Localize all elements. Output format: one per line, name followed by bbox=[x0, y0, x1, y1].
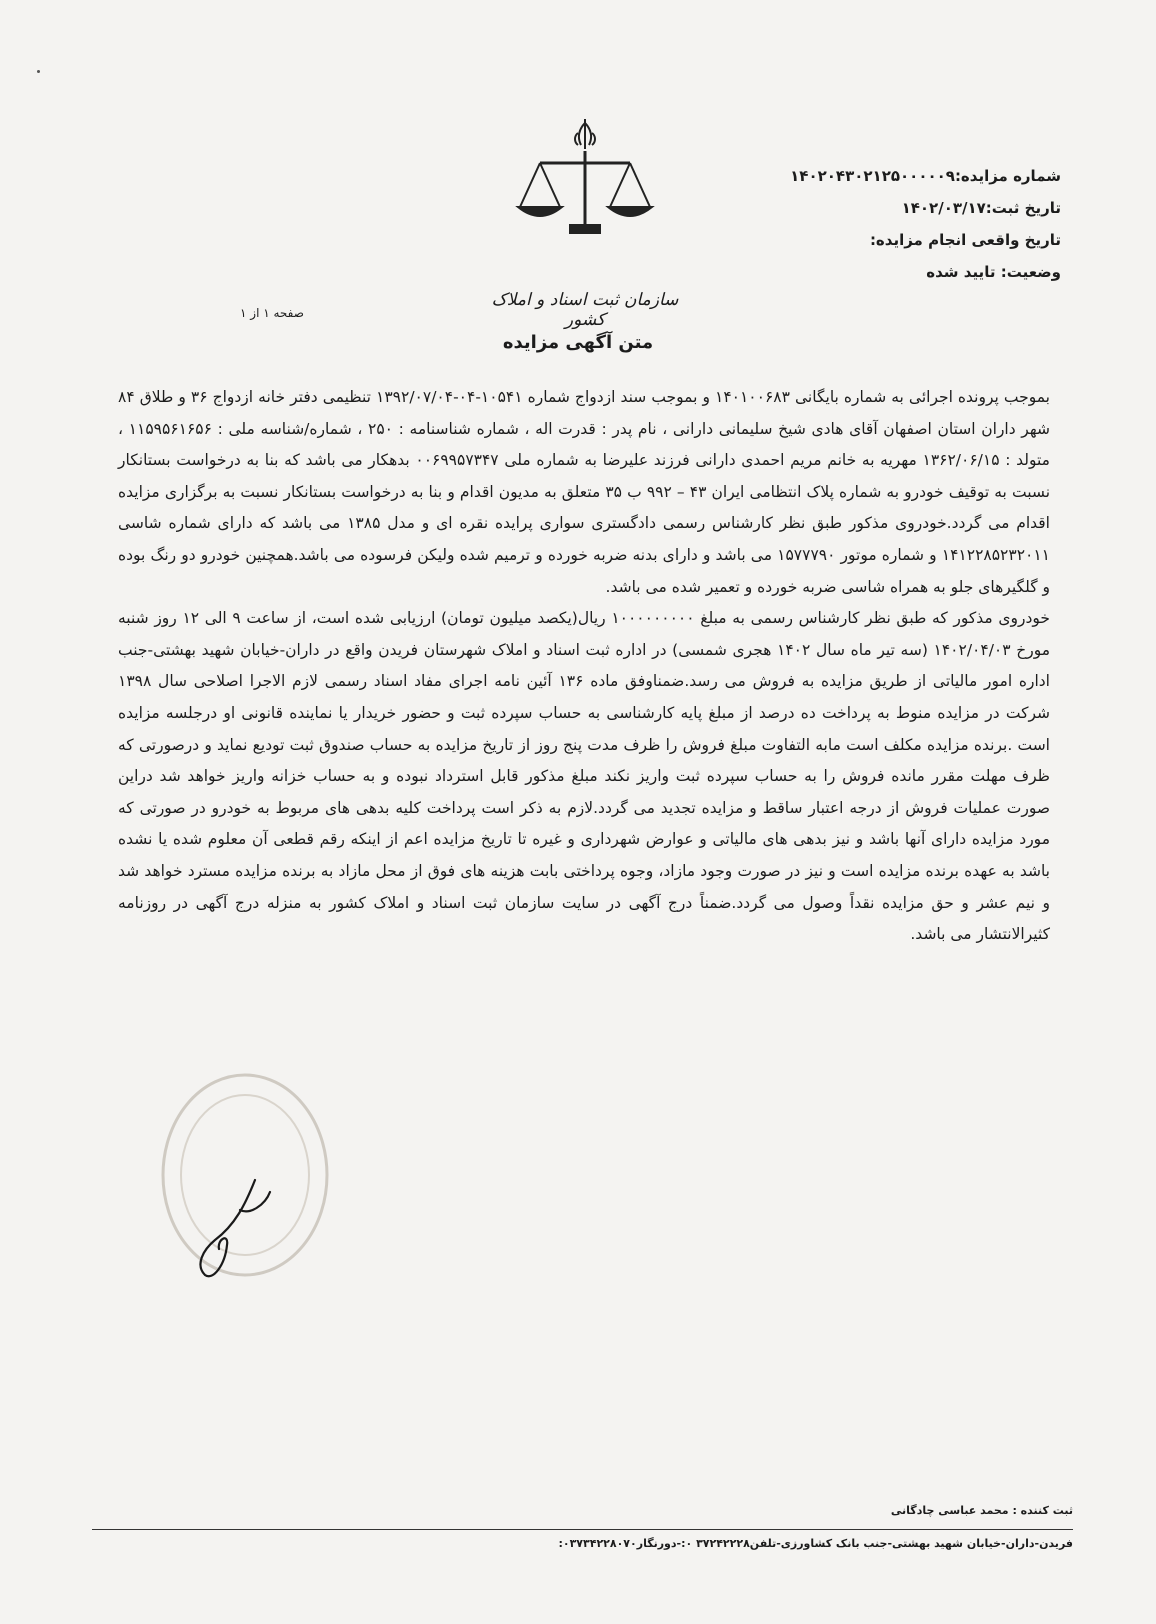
actual-date-row bbox=[701, 224, 1061, 256]
actual-date-label: تاریخ واقعی انجام مزایده: bbox=[869, 231, 1061, 249]
office-address: فریدن-داران-خیابان شهید بهشتی-جنب بانک کشاورزی-تلفن۳۷۲۴۲۲۲۸ ۰:-دورنگار۰۳۷۳۴۲۲۸۰۷۰: bbox=[558, 1537, 1073, 1550]
auction-number-row bbox=[701, 160, 1061, 192]
organization-name: سازمان ثبت اسناد و املاک کشور bbox=[491, 290, 679, 330]
footer-divider bbox=[92, 1529, 1073, 1530]
paragraph-1: بموجب پرونده اجرائی به شماره بایگانی ۱۴۰۱۰۰۶۸۳ و بموجب سند ازدواج شماره ۱۰۵۴۱-۰۴-۱۳۹۲/۰۷/۰۴ تنظیمی دفتر خانه ازدواج ۳۶ و طلاق ۸۴ شهر داران استان اصفهان آقای هادی شیخ سلیمانی دارانی ، نام پدر : قدرت اله ، شماره شناسنامه : ۲۵۰ ، شماره/شناسه ملی : ۱۱۵۹۵۶۱۶۵۶ ، متولد : ۱۳۶۲/۰۶/۱۵ مهریه به خانم مریم احمدی دارانی فرزند علیرضا به شماره ملی ۰۰۶۹۹۵۷۳۴۷ بدهکار می باشد که بنا به درخواست بستانکار نسبت به توقیف خودرو به شماره پلاک انتظامی ایران ۴۳ – ۹۹۲ ب ۳۵ متعلق به مدیون اقدام و بنا به درخواست بستانکار نسبت به برگزاری مزایده اقدام می گردد.خودروی مذکور طبق نظر کارشناس رسمی دادگستری سواری پرایده نقره ای و مدل ۱۳۸۵ می باشد که دارای شماره شاسی ۱۴۱۲۲۸۵۲۳۲۰۱۱ و شماره موتور ۱۵۷۷۷۹۰ می باشد و دارای بدنه ضربه خورده و ترمیم شده ولیکن فرسوده می باشد.همچنین خودرو دو رنگ بوده و گلگیرهای جلو به همراه شاسی ضربه خورده و تعمیر شده می باشد. bbox=[118, 388, 1051, 596]
status-row bbox=[701, 256, 1061, 288]
paragraph-2: خودروی مذکور که طبق نظر کارشناس رسمی به مبلغ ۱۰۰۰۰۰۰۰۰۰ ریال(یکصد میلیون تومان) ارزیابی شده است، از ساعت ۹ الی ۱۲ روز شنبه مورخ ۱۴۰۲/۰۴/۰۳ (سه تیر ماه سال ۱۴۰۲ هجری شمسی) در اداره ثبت اسناد و املاک شهرستان فریدن واقع در داران-خیابان شهید بهشتی-جنب اداره امور مالیاتی از طریق مزایده به فروش می رسد.ضمناوفق ماده ۱۳۶ آئین نامه اجرای مفاد اسناد رسمی لازم الاجرا اصلاحی سال ۱۳۹۸ شرکت در مزایده منوط به پرداخت ده درصد از مبلغ پایه کارشناسی به حساب سپرده ثبت و حضور خریدار یا نماینده قانونی او درجلسه مزایده است .برنده مزایده مکلف است مابه التفاوت مبلغ فروش را ظرف مدت پنج روز از تاریخ مزایده به حساب صندوق ثبت تودیع نماید و درصورتی که ظرف مهلت مقرر مانده فروش را به حساب سپرده ثبت واریز نکند مبلغ مذکور قابل استرداد نبوده و به حساب خزانه واریز خواهد شد دراین صورت عملیات فروش از درجه اعتبار ساقط و مزایده تجدید می گردد.لازم به ذکر است پرداخت کلیه بدهی های مربوط به خودرو در صورتی که مورد مزایده دارای آنها باشد و نیز بدهی های مالیاتی و عوارض شهرداری و غیره تا تاریخ مزایده اعم از اینکه رقم قطعی آن معلوم شده یا نشده باشد به عهده برنده مزایده است و نیز در صورت وجود مازاد، وجوه پرداختی بابت هزینه های فوق از محل مازاد به برنده مزایده مسترد خواهد شد و نیم عشر و حق مزایده نقداً وصول می گردد.ضمناً درج آگهی در سایت سازمان ثبت اسناد و املاک کشور به منزله درج آگهی در روزنامه کثیرالانتشار می باشد. bbox=[118, 609, 1051, 944]
auction-number-label: شماره مزایده: bbox=[954, 167, 1061, 185]
handwritten-signature bbox=[185, 1170, 295, 1280]
reg-date-row bbox=[701, 192, 1061, 224]
reg-date: ۱۴۰۲/۰۳/۱۷ bbox=[901, 199, 986, 217]
reg-date-label: تاریخ ثبت: bbox=[985, 199, 1061, 217]
page-title: متن آگهی مزایده bbox=[502, 332, 654, 353]
ink-speck bbox=[37, 70, 40, 73]
registered-by: ثبت کننده : محمد عباسی چادگانی bbox=[890, 1504, 1073, 1517]
auction-meta bbox=[701, 160, 1061, 288]
status-label: وضعیت: bbox=[1000, 263, 1061, 281]
status-value: تایید شده bbox=[926, 263, 996, 281]
page-number: صفحه ۱ از ۱ bbox=[240, 306, 304, 320]
announcement-body bbox=[118, 382, 1050, 951]
auction-number: ۱۴۰۲۰۴۳۰۲۱۲۵۰۰۰۰۰۹ bbox=[790, 167, 955, 185]
